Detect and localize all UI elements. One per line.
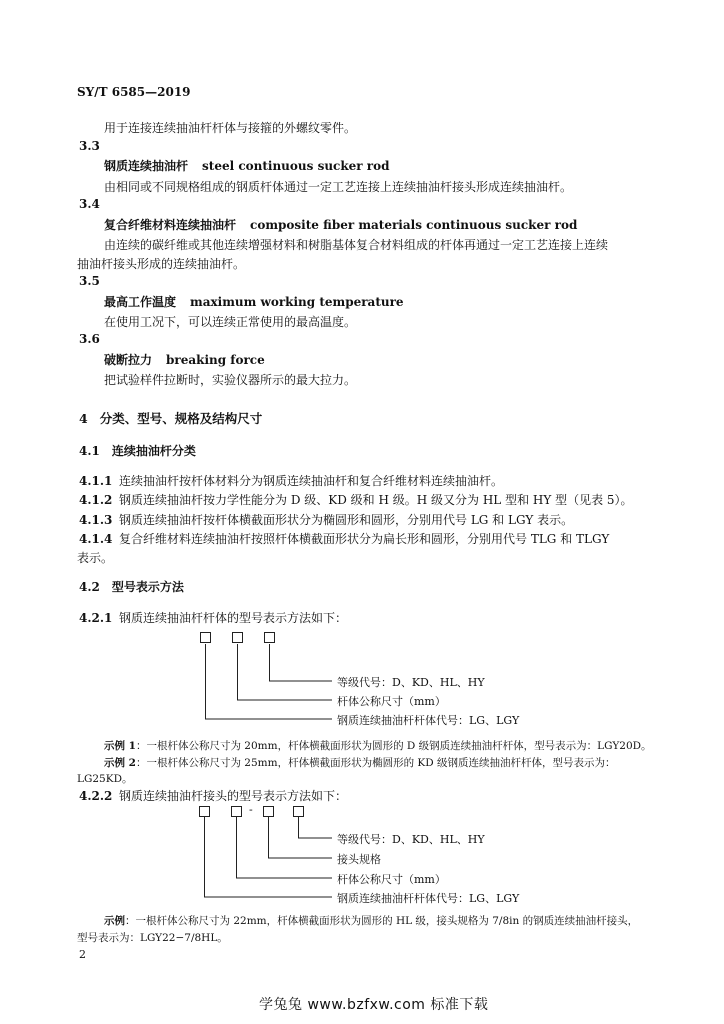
section-number: 4.2	[79, 580, 100, 594]
clause-continuation: 表示。	[77, 551, 114, 565]
term-en: steel continuous sucker rod	[202, 159, 390, 173]
section-number: 4.1	[79, 444, 100, 458]
paragraph: 抽油杆接头形成的连续抽油杆。	[77, 257, 246, 271]
clause-text: 钢质连续抽油杆杆体的型号表示方法如下：	[119, 611, 348, 625]
section-number: 3.6	[79, 332, 100, 346]
clause	[79, 787, 347, 804]
chapter-title: 分类、型号、规格及结构尺寸	[99, 411, 263, 426]
clause-number: 4.1.2	[79, 493, 113, 507]
example-text: ：一根杆体公称尺寸为 22mm，杆体横截面形状为圆形的 HL 级，接头规格为 7/8in 的钢质连续抽油杆接头，	[125, 915, 639, 927]
paragraph: 由相同或不同规格组成的钢质杆体通过一定工艺连接上连续抽油杆接头形成连续抽油杆。	[104, 180, 573, 194]
example-continuation: LG25KD。	[77, 773, 133, 785]
clause-number: 4.1.1	[79, 474, 113, 488]
term-en: breaking force	[166, 353, 265, 367]
paragraph: 用于连接连续抽油杆杆体与接箍的外螺纹零件。	[104, 121, 357, 135]
diagram-label: 杆体公称尺寸（mm）	[337, 695, 446, 708]
example-continuation: 型号表示为：LGY22−7/8HL。	[77, 932, 228, 944]
clause-number: 4.2.1	[79, 611, 113, 625]
code-box	[231, 806, 242, 817]
diagram-label: 等级代号：D、KD、HL、HY	[337, 676, 485, 689]
term-en: maximum working temperature	[190, 295, 404, 309]
code-box	[199, 806, 210, 817]
paragraph: 把试验样件拉断时，实验仪器所示的最大拉力。	[104, 373, 357, 387]
chapter-number: 4	[79, 411, 88, 426]
clause-text: 连续抽油杆按杆体材料分为钢质连续抽油杆和复合纤维材料连续抽油杆。	[119, 474, 504, 488]
footer-watermark[interactable]: 学兔兔 www.bzfxw.com 标准下载	[259, 997, 489, 1013]
clause-text: 钢质连续抽油杆按杆体横截面形状分为椭圆形和圆形，分别用代号 LG 和 LGY 表示。	[119, 513, 574, 527]
paragraph: 由连续的碳纤维或其他连续增强材料和树脂基体复合材料组成的杆体再通过一定工艺连接上连续	[104, 238, 609, 252]
section-number: 3.3	[79, 139, 100, 153]
diagram-label: 杆体公称尺寸（mm）	[337, 873, 446, 886]
example	[104, 738, 652, 753]
code-box	[263, 806, 274, 817]
example-text: ：一根杆体公称尺寸为 25mm，杆体横截面形状为椭圆形的 KD 级钢质连续抽油杆杆体，型号表示为：	[135, 757, 616, 769]
clause-number: 4.1.3	[79, 513, 113, 527]
section-title: 型号表示方法	[111, 580, 184, 594]
example-label: 示例 1	[104, 740, 136, 752]
clause-text: 钢质连续抽油杆接头的型号表示方法如下：	[119, 789, 348, 803]
clause-number: 4.2.2	[79, 789, 113, 803]
clause-text: 钢质连续抽油杆按力学性能分为 D 级、KD 级和 H 级。H 级又分为 HL 型和 HY 型（见表 5）。	[119, 493, 633, 507]
term-en: composite fiber materials continuous sucker rod	[250, 218, 578, 232]
page-number: 2	[79, 948, 86, 961]
example-label: 示例	[104, 915, 125, 927]
term-cn: 复合纤维材料连续抽油杆	[104, 218, 237, 232]
term-cn: 破断拉力	[104, 353, 153, 367]
code-dash: -	[249, 803, 253, 816]
diagram-label: 钢质连续抽油杆杆体代号：LG、LGY	[337, 892, 520, 905]
clause-number: 4.1.4	[79, 532, 113, 546]
example-label: 示例 2	[104, 757, 136, 769]
example-text: ：一根杆体公称尺寸为 20mm，杆体横截面形状为圆形的 D 级钢质连续抽油杆杆体，型号表示为：LGY20D。	[135, 740, 652, 752]
diagram-label: 等级代号：D、KD、HL、HY	[337, 833, 485, 846]
term-cn: 最高工作温度	[104, 295, 177, 309]
code-box	[293, 806, 304, 817]
clause-text: 复合纤维材料连续抽油杆按照杆体横截面形状分为扁长形和圆形，分别用代号 TLG 和 TLGY	[119, 532, 610, 546]
diagram-label: 钢质连续抽油杆杆体代号：LG、LGY	[337, 714, 520, 727]
paragraph: 在使用工况下，可以连续正常使用的最高温度。	[104, 315, 357, 329]
standard-number: SY/T 6585—2019	[77, 85, 191, 99]
section-number: 3.5	[79, 274, 100, 288]
example	[104, 755, 616, 770]
section-title: 连续抽油杆分类	[111, 444, 196, 458]
section-number: 3.4	[79, 197, 100, 211]
example	[104, 913, 638, 928]
diagram-label: 接头规格	[337, 853, 381, 866]
term-cn: 钢质连续抽油杆	[104, 159, 189, 173]
